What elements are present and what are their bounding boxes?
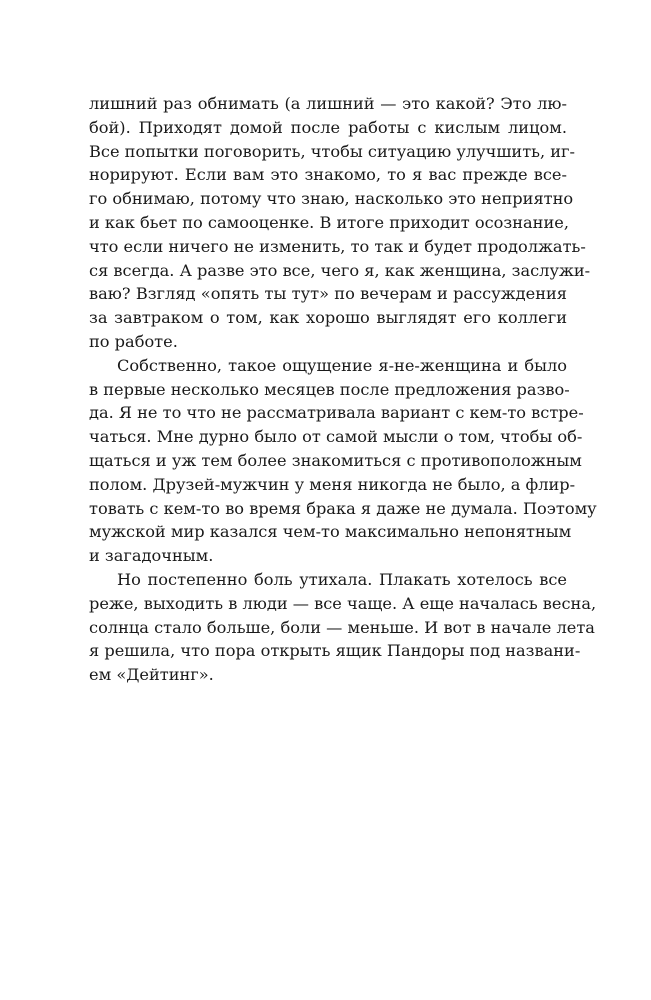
- text-line: реже, выходить в люди — все чаще. А еще началась весна,: [89, 593, 597, 613]
- text-line: да. Я не то что не рассматривала вариант с кем-то встре-: [89, 403, 584, 423]
- text-line: я решила, что пора открыть ящик Пандоры под названи-: [89, 641, 581, 661]
- paragraph-3: [89, 568, 597, 687]
- text-line: за завтраком о том, как хорошо выглядят его коллеги: [89, 308, 567, 328]
- text-line: Все попытки поговорить, чтобы ситуацию улучшить, иг-: [89, 141, 576, 161]
- text-line: по работе.: [89, 331, 178, 351]
- paragraph-1: [89, 92, 591, 354]
- body-text: [89, 92, 597, 687]
- text-line: лишний раз обнимать (а лишний — это какой? Это лю-: [89, 94, 567, 113]
- text-line: мужской мир казался чем-то максимально непонятным: [89, 522, 572, 542]
- text-line: норируют. Если вам это знакомо, то я вас прежде все-: [89, 165, 567, 185]
- text-line: что если ничего не изменить, то так и будет продолжать-: [89, 236, 586, 256]
- text-line: и как бьет по самооценке. В итоге приходит осознание,: [89, 212, 569, 232]
- text-line: товать с кем-то во время брака я даже не думала. Поэтому: [89, 498, 597, 518]
- text-line: в первые несколько месяцев после предложения разво-: [89, 379, 570, 399]
- text-line: полом. Друзей-мужчин у меня никогда не было, а флир-: [89, 474, 576, 494]
- text-line: ся всегда. А разве это все, чего я, как женщина, заслужи-: [89, 260, 591, 280]
- paragraph-2: [89, 354, 597, 568]
- text-line: Но постепенно боль утихала. Плакать хотелось все: [117, 569, 567, 589]
- text-line: ем «Дейтинг».: [89, 665, 214, 685]
- text-line: солнца стало больше, боли — меньше. И вот в начале лета: [89, 617, 595, 637]
- text-line: ваю? Взгляд «опять ты тут» по вечерам и рассуждения: [89, 284, 567, 304]
- text-line: бой). Приходят домой после работы с кислым лицом.: [89, 117, 567, 137]
- text-line: щаться и уж тем более знакомиться с противоположным: [89, 450, 582, 470]
- text-line: Собственно, такое ощущение я-не-женщина и было: [117, 355, 567, 375]
- text-line: чаться. Мне дурно было от самой мысли о том, чтобы об-: [89, 427, 583, 447]
- text-line: го обнимаю, потому что знаю, насколько это неприятно: [89, 189, 574, 209]
- text-line: и загадочным.: [89, 546, 214, 566]
